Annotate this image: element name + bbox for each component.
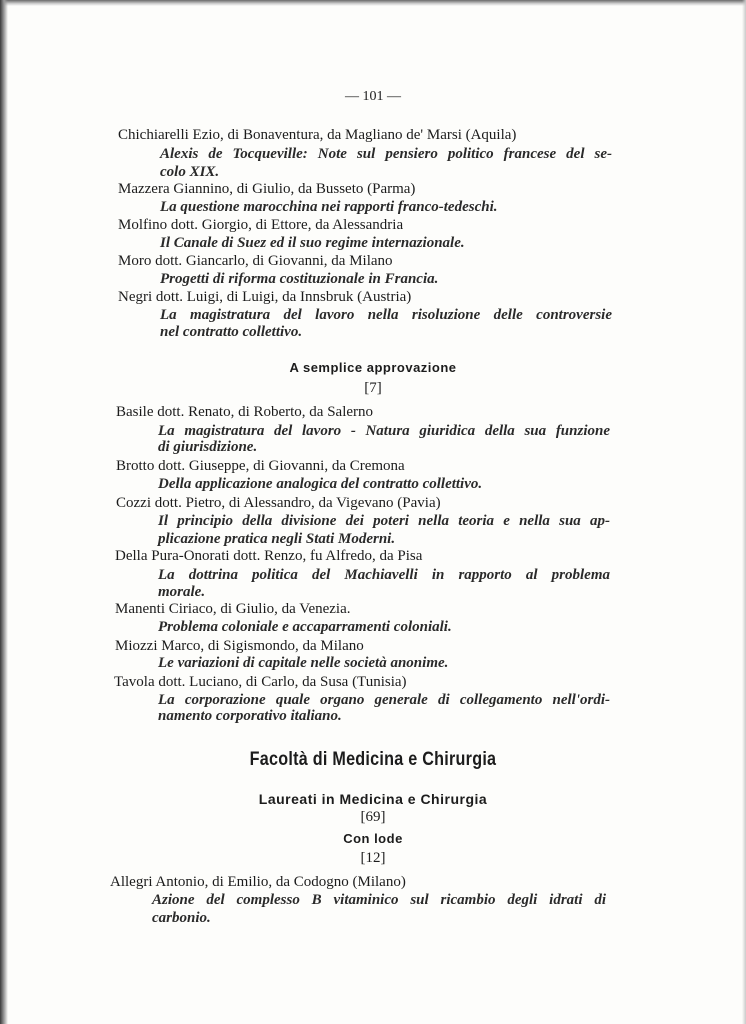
entry-title: nel contratto collettivo. bbox=[160, 324, 303, 340]
section-heading: A semplice approvazione bbox=[289, 360, 457, 375]
entry-title: carbonio. bbox=[152, 910, 211, 926]
entry-title: colo XIX. bbox=[160, 164, 220, 180]
entry-title: Il Canale di Suez ed il suo regime internazionale. bbox=[160, 235, 465, 251]
entry-title: La corporazione quale organo generale di collegamento nell'ordi- bbox=[158, 692, 610, 708]
entry-title: Della applicazione analogica del contratto collettivo. bbox=[158, 476, 483, 492]
entry-name: Moro dott. Giancarlo, di Giovanni, da Milano bbox=[118, 253, 393, 269]
entry-name: Cozzi dott. Pietro, di Alessandro, da Vigevano (Pavia) bbox=[116, 495, 441, 511]
scan-edge-top bbox=[0, 0, 746, 6]
scan-edge-right bbox=[742, 0, 746, 1024]
entry-title: La magistratura del lavoro nella risoluzione delle controversie bbox=[160, 307, 612, 323]
entry-title: Progetti di riforma costituzionale in Francia. bbox=[160, 271, 439, 287]
entry-name: Manenti Ciriaco, di Giulio, da Venezia. bbox=[115, 601, 351, 617]
entry-title: La dottrina politica del Machiavelli in rapporto al problema bbox=[158, 567, 610, 583]
section-count: [7] bbox=[364, 380, 382, 396]
entry-title: Azione del complesso B vitaminico sul ricambio degli idrati di bbox=[152, 892, 606, 908]
entry-name: Basile dott. Renato, di Roberto, da Salerno bbox=[116, 404, 374, 420]
entry-name: Chichiarelli Ezio, di Bonaventura, da Magliano de' Marsi (Aquila) bbox=[118, 127, 517, 143]
entry-name: Allegri Antonio, di Emilio, da Codogno (Milano) bbox=[110, 874, 406, 890]
page-number: — 101 — bbox=[345, 89, 401, 104]
scan-edge-left bbox=[0, 0, 8, 1024]
honors-heading: Con lode bbox=[343, 831, 403, 846]
entry-title: La magistratura del lavoro - Natura giuridica della sua funzione bbox=[158, 423, 610, 439]
entry-name: Miozzi Marco, di Sigismondo, da Milano bbox=[115, 638, 364, 654]
entry-title: di giurisdizione. bbox=[158, 439, 258, 455]
entry-title: namento corporativo italiano. bbox=[158, 708, 342, 724]
honors-count: [12] bbox=[360, 850, 386, 866]
entry-title: Alexis de Tocqueville: Note sul pensiero politico francese del se- bbox=[160, 146, 612, 162]
entry-title: Il principio della divisione dei poteri nella teoria e nella sua ap- bbox=[158, 513, 610, 529]
faculty-heading: Facoltà di Medicina e Chirurgia bbox=[249, 749, 497, 770]
entry-name: Molfino dott. Giorgio, di Ettore, da Alessandria bbox=[118, 217, 404, 233]
entry-name: Brotto dott. Giuseppe, di Giovanni, da Cremona bbox=[116, 458, 405, 474]
entry-title: Le variazioni di capitale nelle società anonime. bbox=[158, 655, 449, 671]
entry-name: Mazzera Giannino, di Giulio, da Busseto (Parma) bbox=[118, 181, 416, 197]
entry-title: morale. bbox=[158, 584, 206, 600]
entry-title: plicazione pratica negli Stati Moderni. bbox=[158, 531, 396, 547]
entry-name: Negri dott. Luigi, di Luigi, da Innsbruk (Austria) bbox=[118, 289, 412, 305]
faculty-count: [69] bbox=[360, 809, 386, 825]
entry-title: La questione marocchina nei rapporti franco-tedeschi. bbox=[160, 199, 498, 215]
faculty-subheading: Laureati in Medicina e Chirurgia bbox=[258, 791, 488, 807]
entry-name: Tavola dott. Luciano, di Carlo, da Susa (Tunisia) bbox=[114, 674, 407, 690]
entry-name: Della Pura-Onorati dott. Renzo, fu Alfredo, da Pisa bbox=[115, 548, 423, 564]
entry-title: Problema coloniale e accaparramenti coloniali. bbox=[158, 619, 452, 635]
